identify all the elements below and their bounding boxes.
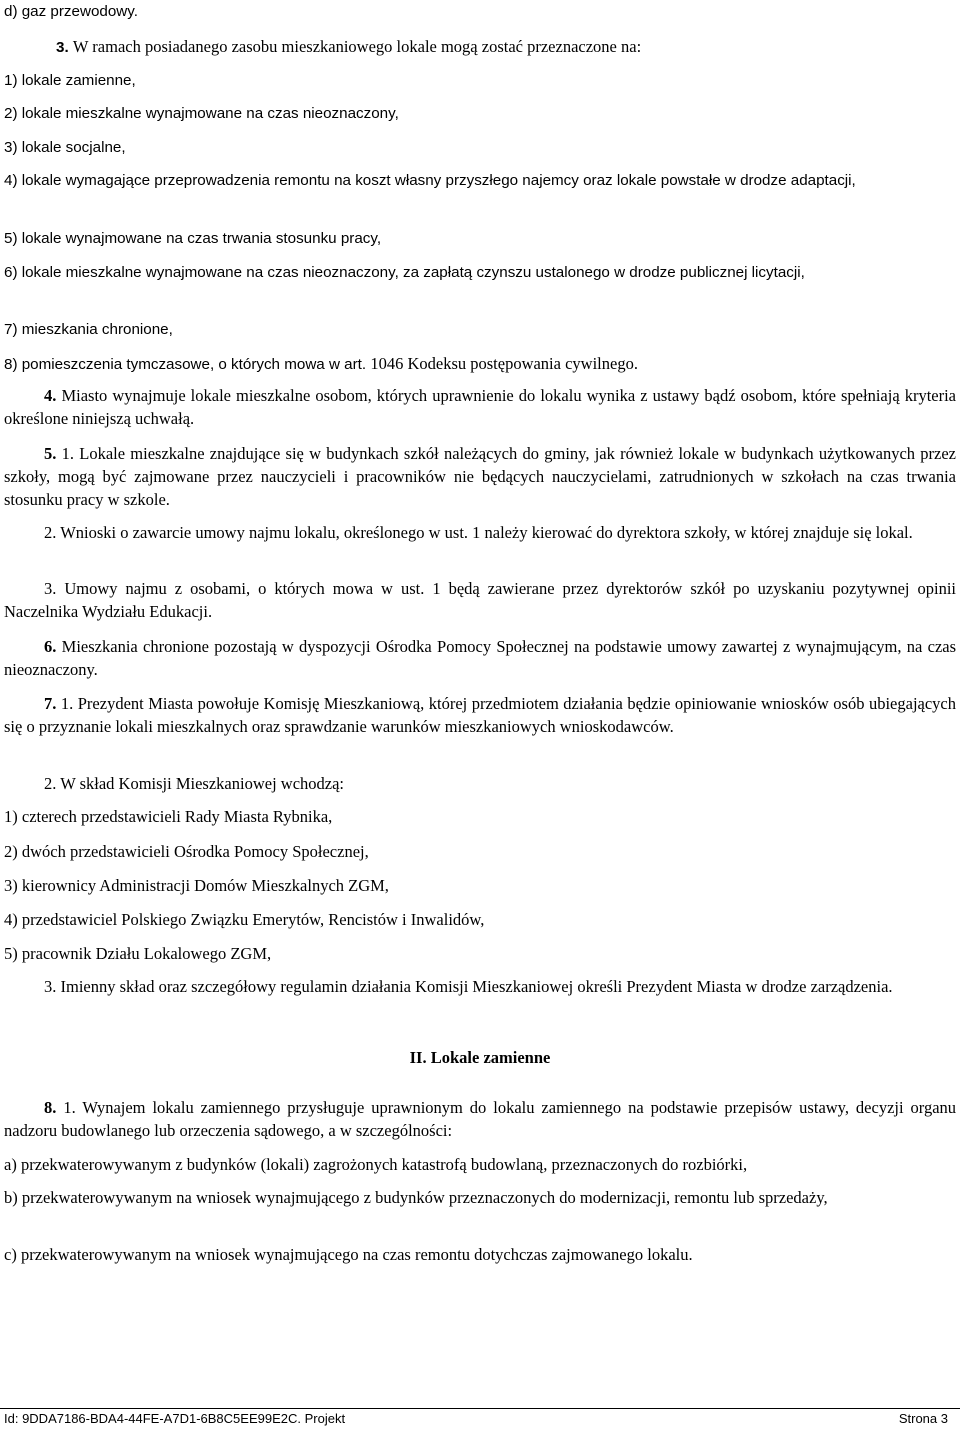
list-item: 6) lokale mieszkalne wynajmowane na czas nieoznaczony, za zapłatą czynszu ustalonego w drodze publicznej licytacji, xyxy=(4,264,805,281)
list-item: 8) pomieszczenia tymczasowe, o których mowa w art. 1046 Kodeksu postępowania cywilnego. xyxy=(4,354,638,373)
page-number: Strona 3 xyxy=(898,1411,948,1426)
document-id: Id: 9DDA7186-BDA4-44FE-A7D1-6B8C5EE99E2C. Projekt xyxy=(4,1411,346,1426)
list-item: 1) czterech przedstawicieli Rady Miasta Rybnika, xyxy=(4,807,333,826)
section-6: 6. Mieszkania chronione pozostają w dyspozycji Ośrodka Pomocy Społecznej na podstawie umowy zawartej z wynajmującym, na czas nieoznaczony. xyxy=(4,637,957,679)
list-item: 1) lokale zamienne, xyxy=(4,72,136,89)
section-7-paragraph-3: 3. Imienny skład oraz szczegółowy regulamin działania Komisji Mieszkaniowej określi Prezydent Miasta w drodze zarządzenia. xyxy=(44,977,893,996)
section-8-paragraph-1: 8. 1. Wynajem lokalu zamiennego przysługuje uprawnionym do lokalu zamiennego na podstawie przepisów ustawy, decyzji organu nadzoru budowlanego lub orzeczenia sądowego, a w szczególności: xyxy=(4,1098,957,1140)
section-5-paragraph-2: 2. Wnioski o zawarcie umowy najmu lokalu, określonego w ust. 1 należy kierować do dyrektora szkoły, w której znajduje się lokal. xyxy=(44,523,913,542)
section-5-paragraph-3: 3. Umowy najmu z osobami, o których mowa w ust. 1 będą zawierane przez dyrektorów szkół po uzyskaniu pozytywnej opinii Naczelnika Wydziału Edukacji. xyxy=(4,579,956,621)
list-item: 3) lokale socjalne, xyxy=(4,139,126,156)
list-item: 2) lokale mieszkalne wynajmowane na czas nieoznaczony, xyxy=(4,105,399,122)
list-item: 5) pracownik Działu Lokalowego ZGM, xyxy=(4,944,272,963)
page-footer xyxy=(0,1408,960,1429)
list-item: 3) kierownicy Administracji Domów Mieszkalnych ZGM, xyxy=(4,876,389,895)
section-number: 8. xyxy=(44,1098,57,1117)
list-item: b) przekwaterowywanym na wniosek wynajmującego z budynków przeznaczonych do modernizacji, remontu lub sprzedaży, xyxy=(4,1188,828,1207)
section-5-paragraph-1: 5. 1. Lokale mieszkalne znajdujące się w budynkach szkół należących do gminy, jak również lokale w budynkach użytkowanych przez szkoły, mogą być zajmowane przez nauczycieli i pracowników nie będących nauczycielami, zatrudnionych w szkołach na czas trwania stosunku pracy w szkole. xyxy=(4,444,957,509)
section-7-paragraph-2: 2. W skład Komisji Mieszkaniowej wchodzą: xyxy=(44,774,345,793)
chapter-heading: II. Lokale zamienne xyxy=(409,1048,551,1067)
list-item: 4) przedstawiciel Polskiego Związku Emerytów, Rencistów i Inwalidów, xyxy=(4,910,485,929)
section-number: 6. xyxy=(44,637,57,656)
section-number: 5. xyxy=(44,444,57,463)
section-3-intro: 3. W ramach posiadanego zasobu mieszkaniowego lokale mogą zostać przeznaczone na: xyxy=(56,37,642,56)
list-item-prev-tail: d) gaz przewodowy. xyxy=(4,3,138,20)
section-number: 7. xyxy=(44,694,57,713)
section-7-paragraph-1: 7. 1. Prezydent Miasta powołuje Komisję Mieszkaniową, której przedmiotem działania będzie opiniowanie wniosków osób ubiegających się o przyznanie lokali mieszkalnych oraz sprawdzanie warunków mieszkaniowych wnioskodawców. xyxy=(4,694,956,736)
list-item: a) przekwaterowywanym z budynków (lokali) zagrożonych katastrofą budowlaną, przeznaczonych do rozbiórki, xyxy=(4,1155,748,1174)
list-item: 7) mieszkania chronione, xyxy=(4,321,173,338)
section-4: 4. Miasto wynajmuje lokale mieszkalne osobom, których uprawnienie do lokalu wynika z ustawy bądź osobom, które spełniają kryteria określone niniejszą uchwałą. xyxy=(4,386,957,428)
list-item: c) przekwaterowywanym na wniosek wynajmującego na czas remontu dotychczas zajmowanego lokalu. xyxy=(4,1245,693,1264)
list-item: 2) dwóch przedstawicieli Ośrodka Pomocy Społecznej, xyxy=(4,842,369,861)
list-item: 4) lokale wymagające przeprowadzenia remontu na koszt własny przyszłego najemcy oraz lokale powstałe w drodze adaptacji, xyxy=(4,172,856,189)
section-number: 4. xyxy=(44,386,57,405)
list-item: 5) lokale wynajmowane na czas trwania stosunku pracy, xyxy=(4,230,382,247)
section-number: 3. xyxy=(56,39,69,56)
